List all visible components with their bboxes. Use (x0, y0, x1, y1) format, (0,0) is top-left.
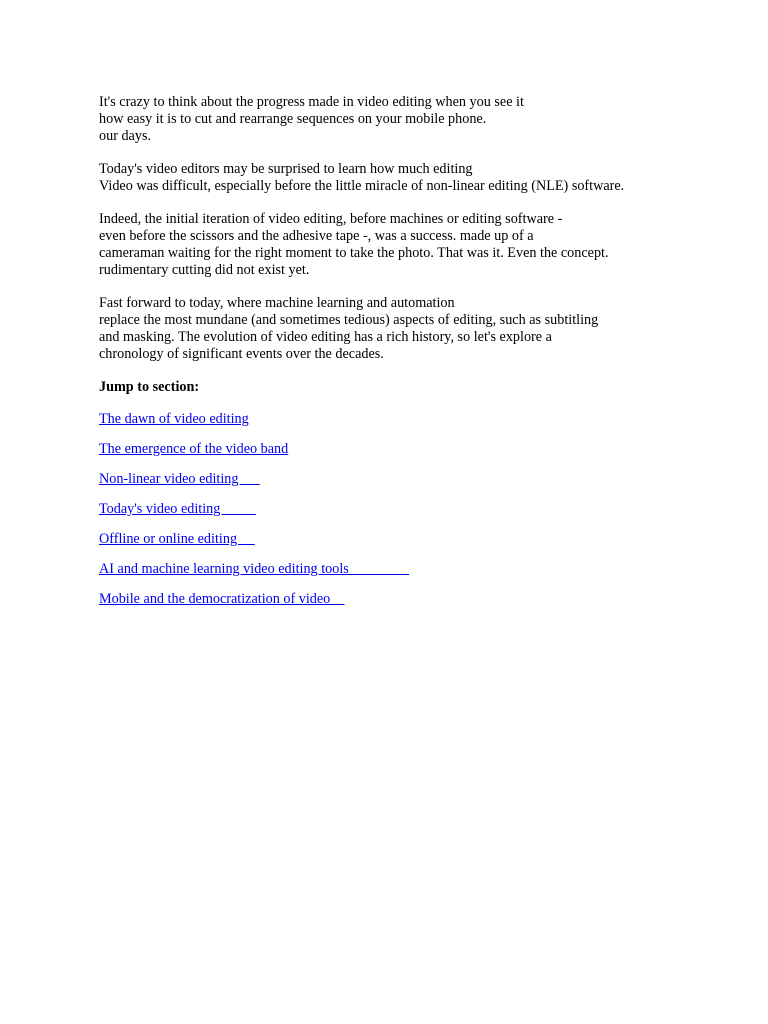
paragraph-line: how easy it is to cut and rearrange sequences on your mobile phone. (99, 111, 487, 127)
list-item (99, 591, 739, 608)
list-item (99, 561, 739, 578)
paragraph-line: rudimentary cutting did not exist yet. (99, 262, 310, 278)
list-item (99, 411, 739, 428)
editors-paragraph (99, 161, 739, 195)
paragraph-line: Indeed, the initial iteration of video editing, before machines or editing software - (99, 211, 563, 227)
link-mobile-democratization[interactable]: Mobile and the democratization of video (99, 591, 345, 607)
paragraph-line: and masking. The evolution of video editing has a rich history, so let's explore a (99, 329, 552, 345)
paragraph-line: cameraman waiting for the right moment to take the photo. That was it. Even the concept. (99, 245, 609, 261)
paragraph-line: chronology of significant events over the decades. (99, 346, 384, 362)
list-item (99, 501, 739, 518)
jump-to-section-heading: Jump to section: (99, 379, 200, 395)
link-todays-video-editing[interactable]: Today's video editing (99, 501, 256, 517)
paragraph-line: replace the most mundane (and sometimes tedious) aspects of editing, such as subtitling (99, 312, 599, 328)
intro-paragraph (99, 94, 739, 145)
paragraph-line: our days. (99, 128, 152, 144)
paragraph-line: It's crazy to think about the progress made in video editing when you see it (99, 94, 524, 110)
paragraph-line: Video was difficult, especially before the little miracle of non-linear editing (NLE) software. (99, 178, 625, 194)
link-offline-or-online-editing[interactable]: Offline or online editing (99, 531, 255, 547)
paragraph-line: Today's video editors may be surprised to learn how much editing (99, 161, 473, 177)
link-emergence-of-video-band[interactable]: The emergence of the video band (99, 441, 289, 457)
paragraph-line: even before the scissors and the adhesive tape -, was a success. made up of a (99, 228, 534, 244)
document-page (99, 94, 739, 621)
section-links-list (99, 411, 739, 608)
today-paragraph (99, 295, 739, 363)
list-item (99, 531, 739, 548)
history-paragraph (99, 211, 739, 279)
paragraph-line: Fast forward to today, where machine learning and automation (99, 295, 455, 311)
list-item (99, 441, 739, 458)
link-ai-machine-learning-tools[interactable]: AI and machine learning video editing tools (99, 561, 410, 577)
link-non-linear-video-editing[interactable]: Non-linear video editing (99, 471, 260, 487)
link-dawn-of-video-editing[interactable]: The dawn of video editing (99, 411, 249, 427)
list-item (99, 471, 739, 488)
